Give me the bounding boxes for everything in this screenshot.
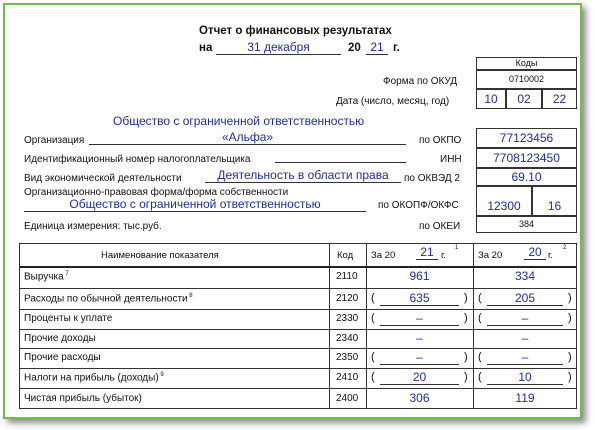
date-year: 22: [542, 89, 577, 109]
okei-code: 384: [476, 216, 577, 233]
close-paren: ): [568, 312, 572, 324]
date-label: Дата (число, месяц, год): [336, 96, 450, 107]
open-paren: (: [371, 351, 375, 363]
row-value-previous: 205: [487, 291, 563, 306]
close-paren: ): [568, 371, 572, 383]
codes-header: Коды: [476, 57, 577, 70]
row-value-previous: –: [487, 350, 563, 365]
col-p1-suffix: г.: [441, 250, 446, 261]
row-value-previous: 119: [515, 390, 535, 405]
open-paren: (: [478, 312, 482, 324]
org-name-line2: «Альфа»: [89, 130, 406, 145]
open-paren: (: [478, 351, 482, 363]
row-name: Чистая прибыль (убыток): [24, 392, 142, 404]
close-paren: ): [464, 371, 468, 383]
activity-value: Деятельность в области права: [205, 168, 401, 183]
okud-label: Форма по ОКУД: [383, 76, 458, 87]
close-paren: ): [464, 312, 468, 324]
close-paren: ): [568, 291, 572, 304]
org-label: Организация: [24, 135, 85, 146]
row-code: 2410: [336, 372, 359, 383]
inn-label-left: Идентификационный номер налогоплательщика: [24, 154, 251, 165]
row-value-previous: –: [487, 311, 563, 326]
okopf-code: 12300: [476, 186, 532, 216]
row-value-previous: 334: [514, 269, 536, 283]
row-value-previous: –: [521, 330, 529, 345]
col-p2-note: 2: [563, 245, 567, 251]
close-paren: ): [464, 291, 468, 304]
row-note: 8: [187, 292, 193, 299]
unit-label: Единица измерения: тыс.руб.: [24, 221, 162, 232]
row-name: Прочие доходы: [24, 332, 96, 344]
date-on-label: на: [199, 42, 213, 54]
report-year: 21: [366, 40, 388, 55]
row-value-current: –: [380, 350, 459, 365]
col-p2-prefix: За 20: [478, 250, 503, 261]
open-paren: (: [478, 371, 482, 383]
row-value-current: –: [380, 311, 459, 326]
report-date: 31 декабря: [216, 40, 341, 55]
row-name: Налоги на прибыль (доходы) $^9$: [24, 372, 164, 384]
date-month: 02: [506, 89, 542, 109]
open-paren: (: [371, 371, 375, 383]
row-code: 2340: [336, 332, 359, 344]
row-name: Расходы по обычной деятельности $^8$: [24, 292, 193, 304]
col-code-header: Код: [337, 250, 354, 261]
okopf-label: по ОКОПФ/ОКФС: [378, 200, 459, 211]
row-name: Выручка $^7$: [24, 271, 69, 283]
inn-label: ИНН: [440, 154, 462, 165]
okud-code: 0710002: [476, 70, 577, 89]
row-name: Прочие расходы: [24, 352, 101, 363]
row-value-current: –: [416, 330, 423, 345]
row-value-current: 20: [380, 370, 459, 385]
col-p2-year: 20: [524, 245, 546, 260]
okpo-label: по ОКПО: [419, 135, 462, 146]
row-code: 2350: [336, 352, 359, 363]
year-prefix: 20: [348, 42, 361, 54]
row-note: 9: [158, 372, 164, 378]
row-note: 7: [63, 271, 69, 277]
col-p1-prefix: За 20: [371, 250, 396, 261]
report-title: Отчет о финансовых результатах: [199, 25, 392, 37]
row-code: 2330: [336, 313, 359, 324]
col-p2-suffix: г.: [548, 250, 553, 261]
inn-code: 7708123450: [476, 148, 577, 168]
activity-label: Вид экономической деятельности: [24, 173, 182, 184]
legal-form-value: Общество с ограниченной ответственностью: [24, 197, 366, 212]
open-paren: (: [478, 291, 482, 304]
row-value-previous: 10: [487, 370, 563, 385]
close-paren: ): [568, 351, 572, 363]
col-p1-note: 1: [455, 245, 459, 251]
row-code: 2120: [336, 292, 359, 304]
year-suffix: г.: [393, 42, 400, 54]
okved-code: 69.10: [476, 168, 577, 186]
inn-underline: [275, 162, 406, 163]
row-code: 2400: [336, 392, 359, 404]
date-day: 10: [476, 89, 506, 109]
row-value-current: 306: [409, 390, 430, 405]
row-code: 2110: [336, 271, 358, 282]
close-paren: ): [464, 351, 468, 363]
open-paren: (: [371, 312, 375, 324]
row-value-current: 635: [380, 291, 459, 306]
okpo-code: 77123456: [476, 128, 577, 148]
okei-label: по ОКЕИ: [419, 221, 461, 232]
row-name: Проценты к уплате: [24, 313, 113, 324]
col-p1-year: 21: [416, 245, 438, 260]
col-name-header: Наименование показателя: [101, 250, 219, 261]
org-name-line1: Общество с ограниченной ответственностью: [113, 114, 365, 128]
legal-form-label: Организационно-правовая форма/форма собственности: [24, 187, 289, 198]
okved-label: по ОКВЭД 2: [404, 173, 460, 184]
okfs-code: 16: [532, 186, 577, 216]
row-value-current: 961: [409, 269, 430, 283]
open-paren: (: [371, 291, 375, 304]
